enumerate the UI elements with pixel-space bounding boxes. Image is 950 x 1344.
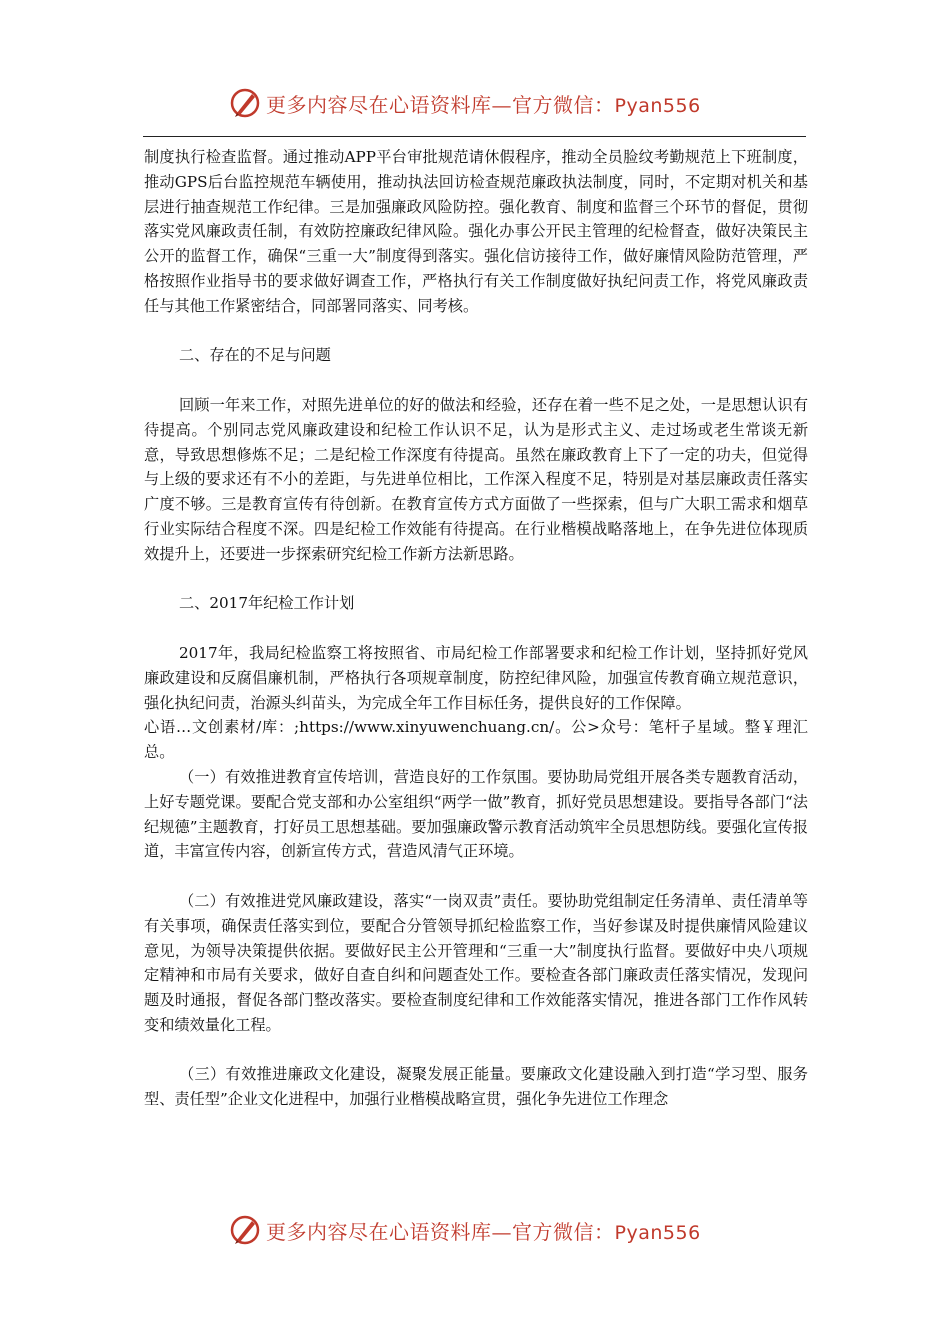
footer-banner xyxy=(0,1207,950,1253)
banner-wechat-id: Pyan556 xyxy=(614,1221,701,1244)
banner-dash: — xyxy=(491,1219,512,1244)
pen-logo-icon xyxy=(228,86,262,120)
banner-official: 官方微信： xyxy=(512,92,615,117)
header-rule xyxy=(143,136,806,137)
source-note: 心语…文创素材/库：;https://www.xinyuwenchuang.cn/。公>众号：笔杆子星域。整￥理汇总。 xyxy=(144,718,808,762)
banner-dash: — xyxy=(491,92,512,117)
paragraph-3: 2017年，我局纪检监察工将按照省、市局纪检工作部署要求和纪检工作计划，坚持抓好党风廉政建设和反腐倡廉机制，严格执行各项规章制度，防控纪律风险，加强宣传教育确立规范意识，强化执纪问责，治源头纠苗头，为完成全年工作目标任务，提供良好的工作保障。 xyxy=(144,643,808,712)
section-heading-plan: 二、2017年纪检工作计划 xyxy=(178,594,355,613)
banner-text xyxy=(266,89,701,118)
banner-main: 更多内容尽在心语资料库 xyxy=(266,92,492,117)
banner-text xyxy=(266,1216,701,1245)
paragraph-5: （二）有效推进党风廉政建设，落实“一岗双责”责任。要协助党组制定任务清单、责任清单等有关事项，确保责任落实到位，要配合分管领导抓纪检监察工作，当好参谋及时提供廉情风险建议意见，为领导决策提供依据。要做好民主公开管理和“三重一大”制度执行监督。要做好中央八项规定精神和市局有关要求，做好自查自纠和问题查处工作。要检查各部门廉政责任落实情况，发现问题及时通报，督促各部门整改落实。要检查制度纪律和工作效能落实情况，推进各部门工作作风转变和绩效量化工程。 xyxy=(144,891,808,1034)
paragraph-4: （一）有效推进教育宣传培训，营造良好的工作氛围。要协助局党组开展各类专题教育活动，上好专题党课。要配合党支部和办公室组织“两学一做”教育，抓好党员思想建设。要指导各部门“法纪规德”主题教育，打好员工思想基础。要加强廉政警示教育活动筑牢全员思想防线。要强化宣传报道，丰富宣传内容，创新宣传方式，营造风清气正环境。 xyxy=(144,767,808,861)
pen-logo-icon xyxy=(228,1213,262,1247)
document-body xyxy=(144,145,808,1112)
header-banner xyxy=(0,80,950,126)
banner-wechat-id: Pyan556 xyxy=(614,94,701,117)
section-heading-shortcomings: 二、存在的不足与问题 xyxy=(178,346,331,365)
paragraph-2: 回顾一年来工作，对照先进单位的好的做法和经验，还存在着一些不足之处，一是思想认识有待提高。个别同志党风廉政建设和纪检工作认识不足，认为是形式主义、走过场或老生常谈无新意，导致思想修炼不足；二是纪检工作深度有待提高。虽然在廉政教育上下了一定的功夫，但觉得与上级的要求还有不小的差距，与先进单位相比，工作深入程度不足，特别是对基层廉政责任落实广度不够。三是教育宣传有待创新。在教育宣传方式方面做了一些探索，但与广大职工需求和烟草行业实际结合程度不深。四是纪检工作效能有待提高。在行业楷模战略落地上，在争先进位体现质效提升上，还要进一步探索研究纪检工作新方法新思路。 xyxy=(144,395,808,563)
banner-official: 官方微信： xyxy=(512,1219,615,1244)
banner-main: 更多内容尽在心语资料库 xyxy=(266,1219,492,1244)
paragraph-6: （三）有效推进廉政文化建设，凝聚发展正能量。要廉政文化建设融入到打造“学习型、服务型、责任型”企业文化进程中，加强行业楷模战略宣贯，强化争先进位工作理念 xyxy=(144,1065,808,1109)
paragraph-1: 制度执行检查监督。通过推动APP平台审批规范请休假程序，推动全员脸纹考勤规范上下班制度，推动GPS后台监控规范车辆使用，推动执法回访检查规范廉政执法制度，同时，不定期对机关和基层进行抽查规范工作纪律。三是加强廉政风险防控。强化教育、制度和监督三个环节的督促，贯彻落实党风廉政责任制，有效防控廉政纪律风险。强化办事公开民主管理的纪检督查，做好决策民主公开的监督工作，确保“三重一大”制度得到落实。强化信访接待工作，做好廉情风险防范管理，严格按照作业指导书的要求做好调查工作，严格执行有关工作制度做好执纪问责工作，将党风廉政责任与其他工作紧密结合，同部署同落实、同考核。 xyxy=(144,148,808,315)
